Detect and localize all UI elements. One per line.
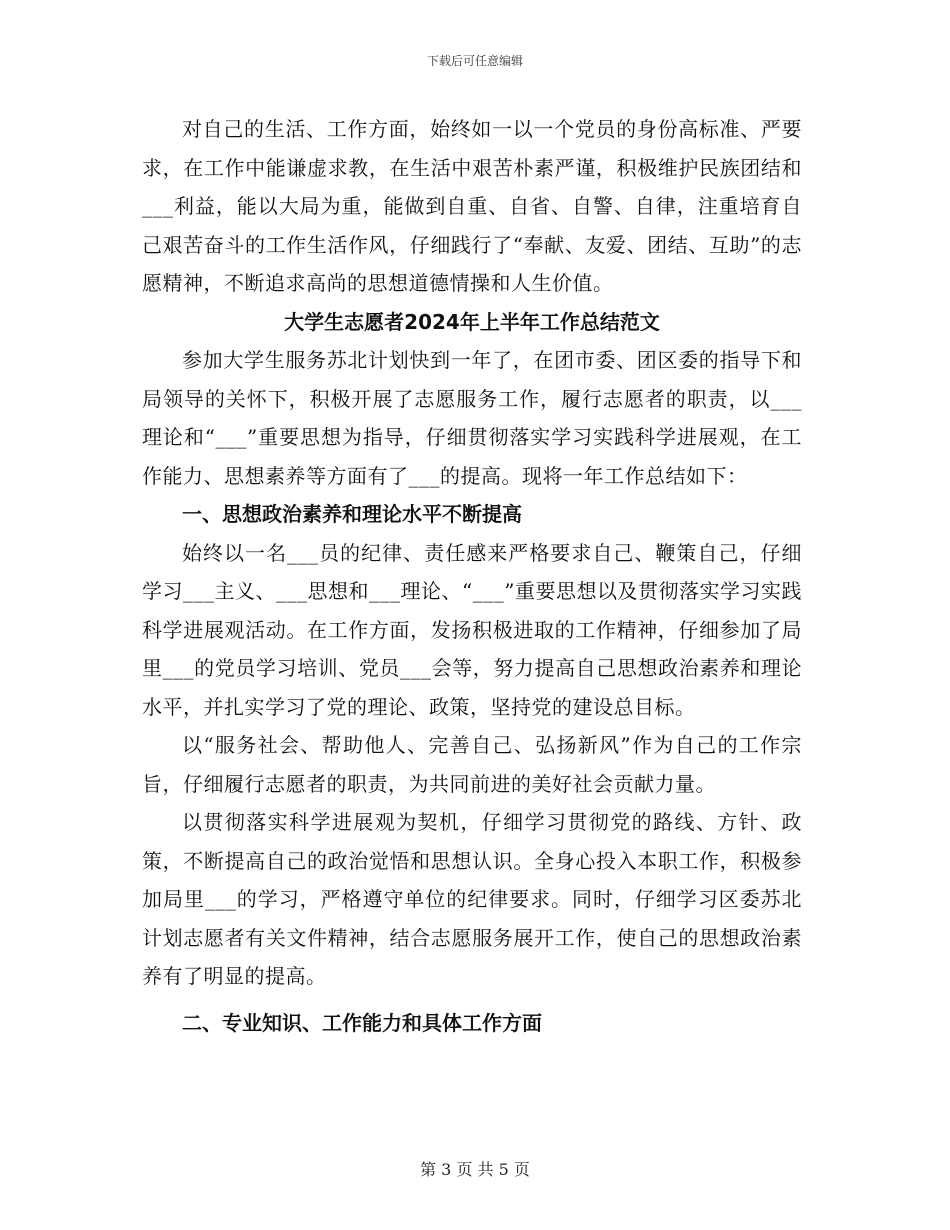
paragraph-service-purpose: 以“服务社会、帮助他人、完善自己、弘扬新风”作为自己的工作宗旨，仔细履行志愿者的职责，为共同前进的美好社会贡献力量。 xyxy=(142,733,802,796)
section-heading-2: 二、专业知识、工作能力和具体工作方面 xyxy=(182,1010,542,1035)
document-title: 大学生志愿者2024年上半年工作总结范文 xyxy=(284,309,660,334)
paragraph-political-study: 始终以一名___员的纪律、责任感来严格要求自己、鞭策自己，仔细学习___主义、___思想和___理论、“___”重要思想以及贯彻落实学习实践科学进展观活动。在工作方面，发扬积极进取的工作精神，仔细参加了局里___的党员学习培训、党员___会等，努力提高自己思想政治素养和理论水平，并扎实学习了党的理论、政策，坚持党的建设总目标。 xyxy=(142,540,802,719)
paragraph-intro: 对自己的生活、工作方面，始终如一以一个党员的身份高标准、严要求，在工作中能谦虚求教，在生活中艰苦朴素严谨，积极维护民族团结和___利益，能以大局为重，能做到自重、自省、自警、自律，注重培育自己艰苦奋斗的工作生活作风，仔细践行了“奉献、友爱、团结、互助”的志愿精神，不断追求高尚的思想道德情操和人生价值。 xyxy=(142,117,802,295)
page-header-note: 下载后可任意编辑 xyxy=(426,54,523,68)
paragraph-opening: 参加大学生服务苏北计划快到一年了，在团市委、团区委的指导下和局领导的关怀下，积极开展了志愿服务工作，履行志愿者的职责，以___理论和“___”重要思想为指导，仔细贯彻落实学习实践科学进展观，在工作能力、思想素养等方面有了___的提高。现将一年工作总结如下： xyxy=(142,348,802,488)
section-heading-1: 一、思想政治素养和理论水平不断提高 xyxy=(182,502,522,526)
page-footer: 第 3 页 共 5 页 xyxy=(420,1160,530,1179)
document-body xyxy=(142,110,802,1042)
paragraph-scientific-development: 以贯彻落实科学进展观为契机，仔细学习贯彻党的路线、方针、政策，不断提高自己的政治觉悟和思想认识。全身心投入本职工作，积极参加局里___的学习，严格遵守单位的纪律要求。同时，仔细学习区委苏北计划志愿者有关文件精神，结合志愿服务展开工作，使自己的思想政治素养有了明显的提高。 xyxy=(142,810,802,988)
